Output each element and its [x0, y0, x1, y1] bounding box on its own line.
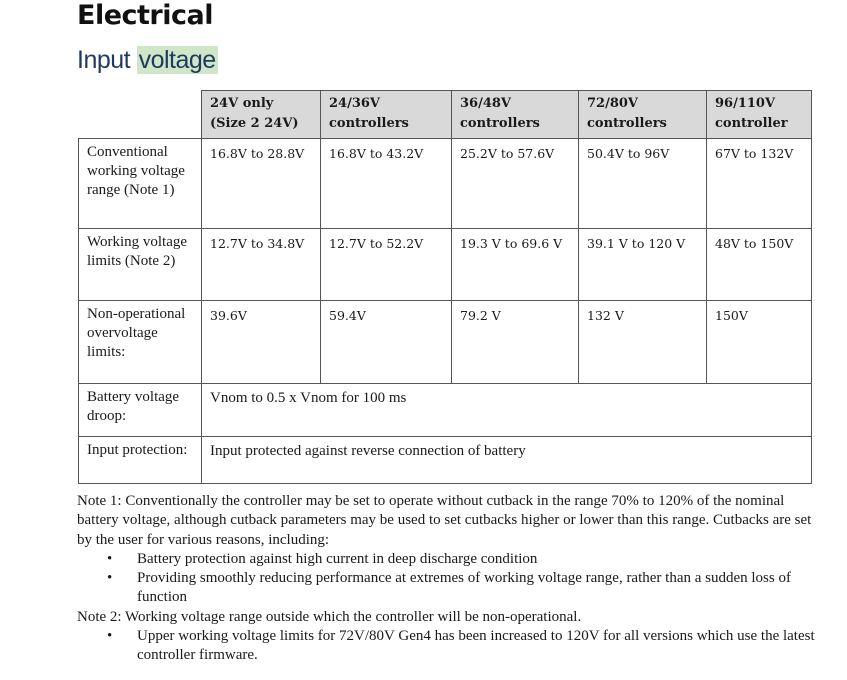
table-cell: 16.8V to 43.2V — [321, 139, 452, 229]
table-cell: 12.7V to 34.8V — [202, 229, 321, 301]
bullet-icon: • — [107, 570, 113, 587]
table-row — [79, 229, 812, 301]
table-cell: 16.8V to 28.8V — [202, 139, 321, 229]
bullet-icon: • — [107, 628, 113, 645]
table-cell: 59.4V — [321, 301, 452, 384]
row-label: Working voltage limits (Note 2) — [79, 229, 202, 301]
table-cell: 19.3 V to 69.6 V — [452, 229, 579, 301]
list-item: • Upper working voltage limits for 72V/80V Gen4 has been increased to 120V for all versions which use the latest controller firmware. — [107, 628, 815, 664]
table-cell: 79.2 V — [452, 301, 579, 384]
header-cell: 96/110V controller — [707, 91, 812, 139]
table-row — [79, 139, 812, 229]
table-cell: 39.1 V to 120 V — [579, 229, 707, 301]
row-label: Conventional working voltage range (Note 1) — [79, 139, 202, 229]
header-cell: 24V only (Size 2 24V) — [202, 91, 321, 139]
table-cell: 150V — [707, 301, 812, 384]
list-item: • Battery protection against high current in deep discharge condition — [137, 550, 817, 569]
section-heading: Electrical — [77, 0, 213, 31]
subheading-highlight: voltage — [138, 46, 216, 74]
subsection-heading — [77, 46, 218, 75]
table-cell: 48V to 150V — [707, 229, 812, 301]
row-label: Input protection: — [79, 437, 202, 484]
header-cell: 24/36V controllers — [321, 91, 452, 139]
table-cell: 39.6V — [202, 301, 321, 384]
header-cell: 72/80V controllers — [579, 91, 707, 139]
table-cell: Input protected against reverse connection of battery — [202, 437, 812, 484]
row-label: Non-operational overvoltage limits: — [79, 301, 202, 384]
header-cell: 36/48V controllers — [452, 91, 579, 139]
row-label: Battery voltage droop: — [79, 384, 202, 437]
input-voltage-table — [78, 90, 812, 484]
list-item: • Providing smoothly reducing performance at extremes of working voltage range, rather than a sudden loss of function — [107, 570, 791, 606]
table-row — [79, 437, 812, 484]
table-cell: 67V to 132V — [707, 139, 812, 229]
table-cell: 12.7V to 52.2V — [321, 229, 452, 301]
table-row — [79, 301, 812, 384]
table-cell: Vnom to 0.5 x Vnom for 100 ms — [202, 384, 812, 437]
table-header-row — [79, 91, 812, 139]
note-2: Note 2: Working voltage range outside which the controller will be non-operational. — [77, 608, 582, 625]
subheading-text: Input — [77, 46, 137, 74]
note-1: Note 1: Conventionally the controller may be set to operate without cutback in the range 70% to 120% of the nominal battery voltage, although cutback parameters may be used to set cutbacks higher or lower than this range. Cutbacks are set by the user for various reasons, including: — [77, 493, 812, 548]
notes-section — [77, 492, 817, 666]
table-cell: 50.4V to 96V — [579, 139, 707, 229]
table-row — [79, 384, 812, 437]
table-cell: 132 V — [579, 301, 707, 384]
bullet-icon: • — [107, 550, 113, 567]
note-2-list — [77, 627, 817, 666]
note-1-list — [77, 550, 817, 608]
table-cell: 25.2V to 57.6V — [452, 139, 579, 229]
header-blank-cell — [79, 91, 202, 139]
